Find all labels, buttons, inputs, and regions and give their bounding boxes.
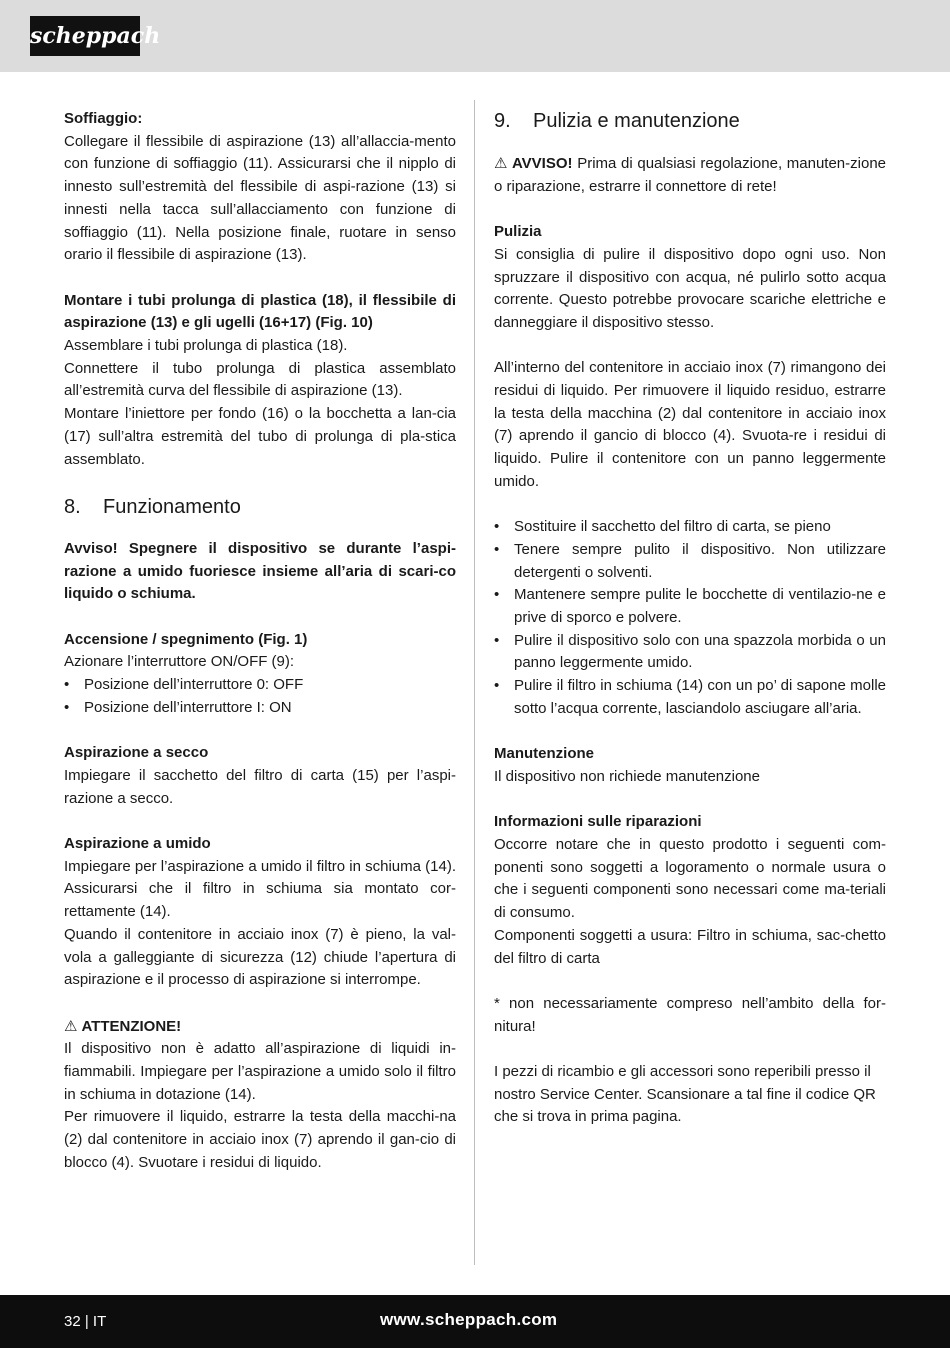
warning-text: Avviso! Spegnere il dispositivo se durante l’aspi-razione a umido fuoriesce insieme all’aria di scari-co liquido o schiuma.: [64, 539, 456, 603]
accensione-section: [64, 629, 456, 720]
page-header: [0, 0, 950, 72]
soffiaggio-section: [64, 108, 456, 267]
pulizia-list: [494, 516, 886, 720]
list-item: • Pulire il filtro in schiuma (14) con un po’ di sapone molle sotto l’acqua corrente, lasciandolo asciugare all’aria.: [494, 675, 886, 720]
attenzione-line: Il dispositivo non è adatto all’aspirazione di liquidi in-fiammabili. Impiegare per l’aspirazione a umido solo il filtro in schiuma in dotazione (14).: [64, 1040, 456, 1103]
riparazioni-heading: Informazioni sulle riparazioni: [494, 813, 702, 831]
accensione-text: Azionare l’interruttore ON/OFF (9):: [64, 653, 295, 671]
riparazioni-line: Occorre notare che in questo prodotto i seguenti com-ponenti sono soggetti a logoramento o normale usura o che i seguenti componenti sono necessari come ma-teriali di consumo.: [494, 836, 886, 922]
attenzione-section: [64, 1015, 456, 1175]
column-divider: [474, 100, 475, 1265]
section-number: 8.: [64, 495, 81, 518]
accensione-heading: Accensione / spegnimento (Fig. 1): [64, 630, 308, 648]
soffiaggio-text: Collegare il flessibile di aspirazione (13) all’allaccia-mento con funzione di soffiaggio (11). Assicurarsi che il nipplo di innesto sull’estremità del flessibile di aspi-razione (13) si innesti nella tacca sull’allacciamento con funzione di soffiaggio (11). Nella posizione finale, ruotare in senso orario il flessibile di aspirazione (13).: [64, 132, 456, 264]
section-8-heading: [64, 494, 456, 520]
pulizia-list-block: [494, 516, 886, 720]
list-item: • Posizione dell’interruttore I: ON: [64, 697, 456, 720]
page-footer: [0, 1295, 950, 1348]
accensione-list: [64, 674, 456, 719]
umido-line: Quando il contenitore in acciaio inox (7) è pieno, la val-vola a galleggiante di sicurezza (12) chiude l’apertura di aspirazione e il processo di aspirazione si interrompe.: [64, 925, 456, 989]
section-title: Funzionamento: [103, 495, 241, 518]
pulizia-text2: All’interno del contenitore in acciaio inox (7) rimangono dei residui di liquido. Per rimuovere il liquido residuo, estrarre la testa della macchina (2) dal contenitore in acciaio inox (7) aprendo il gancio di blocco (4). Svuota-re i residui di liquido. Pulire il contenitore con un panno leggermente umido.: [494, 359, 886, 490]
service-block: [494, 1061, 886, 1129]
pulizia-text: Si consiglia di pulire il dispositivo dopo ogni uso. Non spruzzare il dispositivo con acqua, né pulirlo sotto acqua corrente. Questo potrebbe provocare scariche elettriche e danneggiare il dispositivo stesso.: [494, 245, 886, 331]
list-item: • Mantenere sempre pulite le bocchette di ventilazio-ne e prive di sporco e polvere.: [494, 584, 886, 629]
attenzione-heading: [64, 1015, 456, 1039]
section-9-heading: [494, 108, 886, 134]
montare-line: Connettere il tubo prolunga di plastica assemblato all’estremità curva del flessibile di aspirazione (13).: [64, 359, 456, 400]
warning-icon: ⚠: [494, 154, 508, 172]
umido-line: Impiegare per l’aspirazione a umido il filtro in schiuma (14). Assicurarsi che il filtro in schiuma sia montato cor-rettamente (14).: [64, 857, 456, 921]
warning-icon: ⚠: [64, 1016, 78, 1035]
montare-line: Montare l’iniettore per fondo (16) o la bocchetta a lan-cia (17) sull’altra estremità del tubo di prolunga di pla-stica assemblato.: [64, 405, 456, 468]
secco-section: [64, 742, 456, 810]
montare-section: [64, 290, 456, 472]
manutenzione-heading: Manutenzione: [494, 745, 594, 763]
avviso-label: AVVISO!: [511, 155, 573, 172]
note-block: [494, 993, 886, 1038]
umido-section: [64, 833, 456, 992]
avviso-block: [494, 152, 886, 198]
riparazioni-line: Componenti soggetti a usura: Filtro in schiuma, sac-chetto del filtro di carta: [494, 926, 886, 967]
pulizia-text2-block: [494, 357, 886, 493]
list-item: • Posizione dell’interruttore 0: OFF: [64, 674, 456, 697]
funzionamento-warning: [64, 538, 456, 606]
pulizia-section: [494, 221, 886, 335]
attenzione-line: Per rimuovere il liquido, estrarre la testa della macchi-na (2) dal contenitore in acciaio inox (7) aprendo il gan-cio di blocco (4). Svuotare i residui di liquido.: [64, 1108, 456, 1171]
montare-line: Assemblare i tubi prolunga di plastica (18).: [64, 337, 348, 355]
soffiaggio-heading: Soffiaggio:: [64, 110, 143, 127]
secco-heading: Aspirazione a secco: [64, 744, 209, 762]
left-column: [64, 108, 456, 1197]
list-item: • Pulire il dispositivo solo con una spazzola morbida o un panno leggermente umido.: [494, 630, 886, 675]
section-number: 9.: [494, 110, 511, 132]
manutenzione-section: [494, 743, 886, 788]
riparazioni-section: [494, 811, 886, 970]
manutenzione-text: Il dispositivo non richiede manutenzione: [494, 767, 760, 785]
page-number: 32 | IT: [64, 1313, 107, 1330]
list-item: • Sostituire il sacchetto del filtro di carta, se pieno: [494, 516, 886, 539]
avviso-text: Prima di qualsiasi regolazione, manuten-zione o riparazione, estrarre il connettore di rete!: [494, 155, 887, 195]
brand-logo: [30, 16, 161, 56]
brand-logo-text: scheppach: [30, 23, 161, 49]
list-item: • Tenere sempre pulito il dispositivo. Non utilizzare detergenti o solventi.: [494, 539, 886, 584]
service-text: I pezzi di ricambio e gli accessori sono reperibili presso il nostro Service Center. Scansionare a tal fine il codice QR che si trova in prima pagina.: [494, 1063, 876, 1126]
secco-text: Impiegare il sacchetto del filtro di carta (15) per l’aspi-razione a secco.: [64, 766, 456, 807]
montare-heading: Montare i tubi prolunga di plastica (18), il flessibile di aspirazione (13) e gli ugelli (16+17) (Fig. 10): [64, 291, 456, 332]
section-title: Pulizia e manutenzione: [533, 110, 740, 132]
website-link[interactable]: www.scheppach.com: [380, 1310, 558, 1329]
umido-heading: Aspirazione a umido: [64, 835, 211, 853]
footnote-text: * non necessariamente compreso nell’ambito della for-nitura!: [494, 994, 886, 1035]
pulizia-heading: Pulizia: [494, 223, 542, 241]
right-column: [494, 108, 886, 1152]
attenzione-label: ATTENZIONE!: [81, 1017, 182, 1035]
